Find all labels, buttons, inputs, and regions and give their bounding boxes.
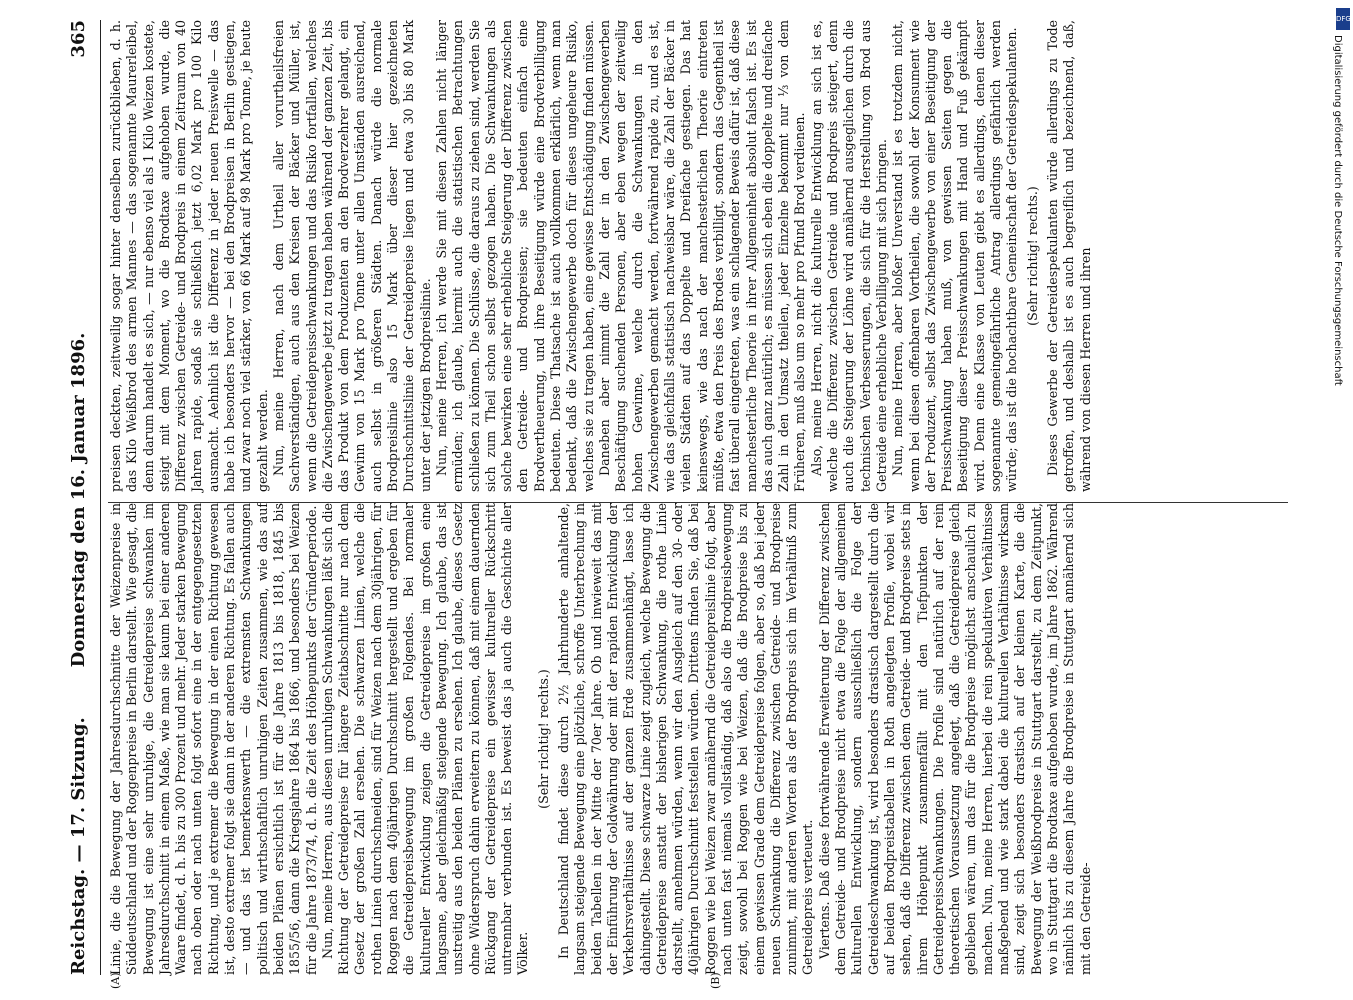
paragraph: Viertens. Daß diese fortwährende Erweiterung der Differenz zwischen dem Getreide- und Brodpreise nicht etwa die Folge der allgemeinen kulturellen Entwicklung, sondern ausschließlich die Folge der Getreideschwankung ist, wird besonders drastisch dargestellt durch die auf beiden Brodpreistabellen in Roth angelegten Profile, wobei wir sehen, daß die Differenz zwischen dem Getreide- und Brodpreise stets in ihrem Höhepunkt zusammenfällt mit den Tiefpunkten der Getreidepreisschwankungen. Die Profile sind natürlich auf der rein theoretischen Voraussetzung angelegt, daß die Getreidepreise gleich geblieben wären, um das für die Brodpreise möglichst anschaulich zu machen. Nun, meine Herren, hierbei die rein spekulativen Verhältnisse maßgebend und wie stark dabei die kulturellen Verhältnisse wirksam sind, zeigt sich besonders drastisch auf der kleinen Karte, die die Bewegung der Weißbrodpreise in Stuttgart darstellt, zu dem Zeitpunkt, wo in Stuttgart die Brodtaxe aufgehoben wurde, im Jahre 1862. Während nämlich bis zu diesem Jahre die Brodpreise in Stuttgart annähernd sich mit den Getreide- [816,503,1093,975]
paragraph: Nun, meine Herren, nach dem Urtheil aller vorurtheilsfreien Sachverständigen, auch aus den Kreisen der Bäcker und Müller, ist, wenn die Getreidepreisschwankungen und das Risiko fortfallen, welches die Zwischengewerbe jetzt zu tragen haben während der ganzen Zeit, bis das Produkt von dem Produzenten an den Brodverzehrer gelangt, ein Gewinn von 15 Mark pro Tonne unter allen Umständen ausreichend, auch selbst in größeren Städten. Danach würde die normale Brodpreislinie also 15 Mark über dieser hier gezeichneten Durchschnittslinie der Getreidepreise liegen und etwa 30 bis 80 Mark unter der jetzigen Brodpreislinie. [270,20,433,492]
paragraph: In Deutschland findet diese durch 2½ Jahrhunderte anhaltende, langsam steigende Bewegung eine plötzliche, schroffe Unterbrechung in beiden Tabellen in der Mitte der 70er Jahre. Ob und inwieweit das mit der Einführung der Goldwährung oder mit der rapiden Entwicklung der Verkehrsverhältnisse auf der ganzen Erde zusammenhängt, lasse ich dahingestellt. Diese schwarze Linie zeigt zugleich, welche Bewegung die Getreidepreise anstatt der bisherigen Schwankung, die rothe Linie darstellt, annehmen würden, wenn wir den Ausgleich auf den 30- oder 40jährigen Durchschnitt feststellen würden. Drittens finden Sie, daß bei Roggen wie bei Weizen zwar annähernd die Getreidepreislinie folgt, aber nach unten fast niemals vollständig, daß also die Brodpreisbewegung zeigt, sowohl bei Roggen wie bei Weizen, daß die Brodpreise bis zu einem gewissen Grade dem Getreidepreise folgen, aber so, daß bei jeder neuen Schwankung die Differenz zwischen Getreide- und Brodpreise zunimmt, mit anderen Worten als der Brodpreis sich im Verhältniß zum Getreidepreis verteuert. [556,503,816,975]
paragraph: Dieses Gewerbe der Getreidespekulanten würde allerdings zu Tode getroffen, und deshalb ist es auch begreiflich und bezeichnend, daß, während von diesen Herren und ihren [1044,20,1093,492]
interjection: (Sehr richtig! rechts.) [1024,186,1040,326]
paragraph: Nun, meine Herren, aber bloßer Unverstand ist es trotzdem nicht, wenn bei diesen offenbaren Vortheilen, die sowohl der Konsument wie der Produzent, selbst das Zwischengewerbe von einer Beseitigung der Preisschwankung haben muß, von gewissen Seiten gegen die Beseitigung dieser Preisschwankungen mit Hand und Fuß gekämpft wird. Denn eine Klasse von Leuten giebt es allerdings, denen dieser sogenannte gemeingefährliche Antrag allerdings gefährlich werden würde; das ist die hochachtbare Gemeinschaft der Getreidespekulanten. [890,20,1020,492]
left-column [108,503,1094,989]
paragraph: preisen deckten, zeitweilig sogar hinter denselben zurückblieben, d. h. das Kilo Weißbrod des armen Mannes — das sogenannte Maurerleibel, denn darum handelt es sich, — nur ebenso viel als 1 Kilo Weizen kostete, steigt mit dem Moment, wo die Brodtaxe aufgehoben wurde, die Differenz zwischen Getreide- und Brodpreis in einem Zeitraum von 40 Jahren rapide, sodaß sie schließlich jetzt 6,02 Mark pro 100 Kilo ausmacht. Aehnlich ist die Differenz in jeder neuen Preiswelle — das habe ich besonders hervor — bei den Brodpreisen in Berlin gestiegen, und zwar noch viel stärker, von 66 Mark auf 98 Mark pro Tonne, je heute gezahlt werden. [108,20,270,492]
paragraph: Daneben aber nimmt die Zahl der in den Zwischengewerben Beschäftigung suchenden Personen, aber eben wegen der zeitweilig hohen Gewinne, welche durch die Schwankungen in den Zwischengewerben gemacht werden, fortwährend rapide zu, und es ist, wie das gleichfalls statistisch nachweisbar wäre, die Zahl der Bäcker in vielen Städten auf das Doppelte und Dreifache gestiegen. Das hat keineswegs, wie das nach der manchesterlichen Theorie eintreten müßte, etwa den Preis des Brodes verbilligt, sondern das Gegentheil ist fast überall eingetreten, was ein schlagender Beweis dafür ist, daß diese manchesterliche Theorie in ihrer Allgemeinheit absolut falsch ist. Es ist das auch ganz natürlich; es müssen sich eben die doppelte und dreifache Zahl in den Umsatz theilen, jeder Einzelne bekommt nur ⅓ von dem Früheren, muß also um so mehr pro Pfund Brod verdienen. [596,20,808,492]
paragraph: Linie, die die Bewegung der Jahresdurchschnitte der Weizenpreise in Süddeutschland und der Roggenpreise in Berlin darstellt. Wie gesagt, die Bewegung ist eine sehr unruhige, die Getreidepreise schwanken im Jahresdurchschnitt in einem Maße, wie man sie kaum bei einer anderen Waare findet, d. h. bis zu 300 Prozent und mehr. Jeder starken Bewegung nach oben oder nach unten folgt sofort eine in der entgegengesetzten Richtung, und je extremer die Bewegung in der einen Richtung gewesen ist, desto extremer folgt sie dann in der anderen Richtung. Es fallen auch — und das ist bemerkenswerth — die extremsten Schwankungen politisch und wirthschaftlich unruhigen Zeiten zusammen, wie das auf beiden Plänen ersichtlich ist für die Jahre 1813 bis 1818, 1845 bis 1855/56, dann die Kriegsjahre 1864 bis 1866, und besonders bei Weizen für die Jahre 1873/74, d. h. die Zeit des Höhepunkts der Gründerperiode. [108,503,319,975]
paragraph: Also, meine Herren, nicht die kulturelle Entwicklung an sich ist es, welche die Differenz zwischen Getreide und Brodpreis steigert, denn auch die Steigerung der Löhne wird annähernd ausgeglichen durch die technischen Verbesserungen, die sich für die Herstellung von Brod aus Getreide eine erhebliche Verbilligung mit sich bringen. [808,20,889,492]
dfg-credit: Digitalisierung gefördert durch die Deutsche Forschungsgemeinschaft [1332,35,1343,386]
margin-marker-a: (A) [109,972,122,989]
right-column [108,20,1094,492]
header-date: Donnerstag den 16. Januar 1896. [68,332,89,668]
margin-marker-b: (B) [709,972,722,989]
header-left: Reichstag. — 17. Sitzung. [68,717,89,975]
interjection: (Sehr richtig! rechts.) [535,669,551,809]
paragraph: Nun, meine Herren, ich werde Sie mit diesen Zahlen nicht länger ermüden; ich glaube, hiermit auch die statistischen Betrachtungen schließen zu können. Die Schlüsse, die daraus zu ziehen sind, werden Sie sich zum Theil schon selbst gezogen haben. Die Schwankungen als solche bewirken eine sehr erhebliche Steigerung der Differenz zwischen den Getreide- und Brodpreisen; sie bedeuten einfach eine Brodvertheuerung, und ihre Beseitigung würde eine Brodverbilligung bedeuten. Diese Thatsache ist auch vollkommen erklärlich, wenn man bedenkt, daß die Zwischengewerbe doch für dieses ungeheure Risiko, welches sie zu tragen haben, eine gewisse Entschädigung finden müssen. [433,20,596,492]
column-divider [108,502,1288,503]
dfg-logo: DFG [1336,8,1350,30]
header-rule [100,20,101,975]
page-number: 365 [68,20,89,58]
paragraph: Nun, meine Herren, aus diesen unruhigen Schwankungen läßt sich die Richtung der Getreidepreise für längere Zeitabschnitte nur nach dem Gesetz der großen Zahl ersehen. Die schwarzen Linien, welche die rothen Linien durchschneiden, sind für Weizen nach dem 30jährigen, für Roggen nach dem 40jährigen Durchschnitt hergestellt und ergeben für die Getreidepreisbewegung im großen Folgendes. Bei normaler kultureller Entwicklung zeigen die Getreidepreise im großen eine langsame, aber gleichmäßig steigende Bewegung. Ich glaube, das ist unstreitig aus den beiden Plänen zu ersehen. Ich glaube, dieses Gesetz ohne Widerspruch dahin erweitern zu können, daß mit einem dauernden Rückgang der Getreidepreise ein gewisser kultureller Rückschritt untrennbar verbunden ist. Es beweist das ja auch die Geschichte aller Völker. [319,503,531,975]
